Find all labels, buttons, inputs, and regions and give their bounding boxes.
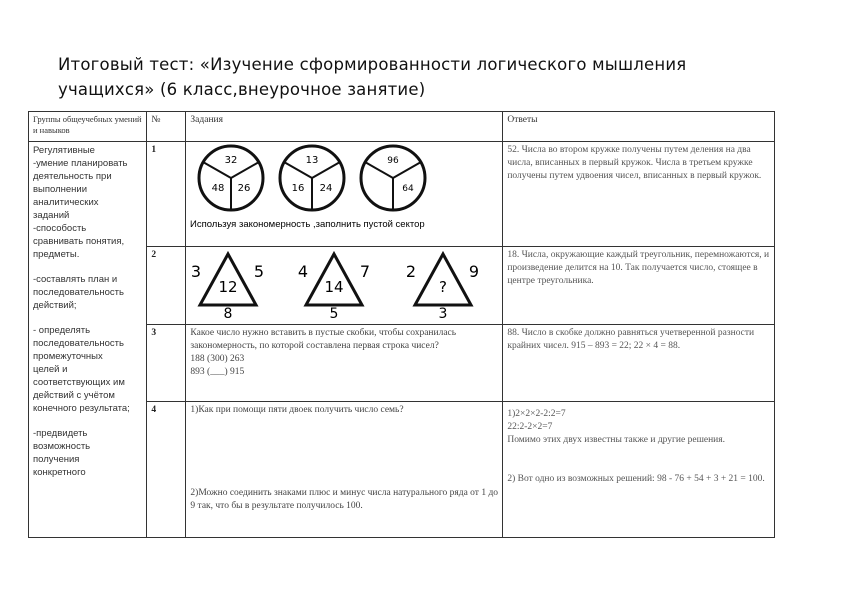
task-4-part-1: 1)Как при помощи пяти двоек получить число семь? — [190, 405, 404, 415]
task-number: 4 — [147, 402, 186, 538]
header-tasks: Задания — [186, 112, 503, 142]
task-cell-brackets — [186, 325, 503, 402]
triangle-3-right: 9 — [469, 262, 480, 281]
skill-line: соответствующих им — [33, 377, 125, 388]
circles-figure — [188, 143, 488, 239]
answer-4-line-3: Помимо этих двух известны также и другие решения. — [507, 435, 726, 445]
triangle-2-right: 7 — [360, 262, 371, 281]
triangle-3-left: 2 — [406, 262, 417, 281]
skill-line: действий с учётом — [33, 390, 115, 401]
skill-line: Регулятивные — [33, 145, 95, 156]
answer-4-line-4: 2) Вот одно из возможных решений: 98 - 76 + 54 + 3 + 21 = 100. — [507, 474, 765, 484]
skill-line: аналитических — [33, 197, 99, 208]
task-3-text: Какое число нужно вставить в пустые скобки, чтобы сохранилась закономерность, по которой составлена первая строка чисел? — [190, 328, 457, 351]
answer-cell: 52. Числа во втором кружке получены путем деления на два числа, вписанных в первый кружок. Числа в третьем кружке получены путем удвоения чисел, вписанных в первый кружок. — [503, 142, 775, 247]
answer-4-line-1: 1)2×2×2-2:2=7 — [507, 409, 566, 419]
header-number: № — [147, 112, 186, 142]
circle-2-right: 24 — [320, 183, 333, 194]
circle-2-left: 16 — [292, 183, 305, 194]
triangle-3-bottom: 3 — [438, 306, 448, 318]
skill-line: последовательность — [33, 287, 124, 298]
task-3-line-2: 893 (___) 915 — [190, 367, 245, 377]
title-line-2: учащихся» (6 класс,внеурочное занятие) — [58, 80, 426, 99]
title-line-1: Итоговый тест: «Изучение сформированности логического мышления — [58, 55, 687, 74]
skill-line: конкретного — [33, 467, 86, 478]
skill-line: выполнении — [33, 184, 88, 195]
skill-line: -умение планировать — [33, 158, 128, 169]
table-header-row — [29, 112, 775, 142]
skill-line: сравнивать понятия, — [33, 236, 125, 247]
skill-line: получения — [33, 454, 80, 465]
skill-line: -способость — [33, 223, 87, 234]
circle-1-top: 32 — [225, 155, 238, 166]
table-row — [29, 142, 775, 247]
task-cell-puzzles — [186, 402, 503, 538]
task-cell-triangles — [186, 247, 503, 325]
header-skills: Группы общеучебных умений и навыков — [29, 112, 147, 142]
skill-line: целей и — [33, 364, 68, 375]
task-cell-circles — [186, 142, 503, 247]
triangle-2-left: 4 — [298, 262, 309, 281]
task-4-part-2: 2)Можно соединить знаками плюс и минус числа натурального ряда от 1 до 9 так, что бы в результате получилось 100. — [190, 488, 499, 511]
triangle-2-center: 14 — [324, 278, 344, 296]
circle-1-right: 26 — [238, 183, 251, 194]
skill-line: предметы. — [33, 249, 80, 260]
circle-2-top: 13 — [306, 155, 319, 166]
answer-4-line-2: 22:2-2×2=7 — [507, 422, 553, 432]
skills-cell — [29, 142, 147, 538]
circle-1-left: 48 — [212, 183, 225, 194]
answer-cell: 88. Число в скобке должно равняться учетверенной разности крайних чисел. 915 – 893 = 22; 22 × 4 = 88. — [503, 325, 775, 402]
page-title — [58, 52, 778, 102]
task-number: 2 — [147, 247, 186, 325]
triangle-2-bottom: 5 — [329, 306, 339, 318]
answer-cell: 18. Числа, окружающие каждый треугольник, перемножаются, и произведение делится на 10. Так получается число, стоящее в центре треугольника. — [503, 247, 775, 325]
task-3-line-1: 188 (300) 263 — [190, 354, 245, 364]
skill-line: промежуточных — [33, 351, 103, 362]
skill-line: деятельность при — [33, 171, 112, 182]
circles-caption: Используя закономерность ,заполнить пустой сектор — [190, 219, 426, 230]
triangle-1-right: 5 — [254, 262, 265, 281]
circle-3-right: 64 — [402, 184, 415, 194]
triangle-3-center: ? — [439, 278, 448, 296]
circle-3-top: 96 — [387, 156, 400, 166]
skill-line: конечного результата; — [33, 403, 130, 414]
task-number: 1 — [147, 142, 186, 247]
triangle-1-left: 3 — [191, 262, 202, 281]
triangles-figure — [188, 248, 488, 318]
skill-line: действий; — [33, 300, 77, 311]
skill-line: - определять — [33, 325, 91, 336]
task-number: 3 — [147, 325, 186, 402]
answer-cell — [503, 402, 775, 538]
skill-line: заданий — [33, 210, 70, 221]
skill-line: -составлять план и — [33, 274, 118, 285]
test-table — [28, 111, 775, 538]
skill-line: последовательность — [33, 338, 124, 349]
skill-line: возможность — [33, 441, 91, 452]
triangle-1-center: 12 — [218, 278, 238, 296]
header-answers: Ответы — [503, 112, 775, 142]
skill-line: -предвидеть — [33, 428, 88, 439]
triangle-1-bottom: 8 — [223, 306, 233, 318]
